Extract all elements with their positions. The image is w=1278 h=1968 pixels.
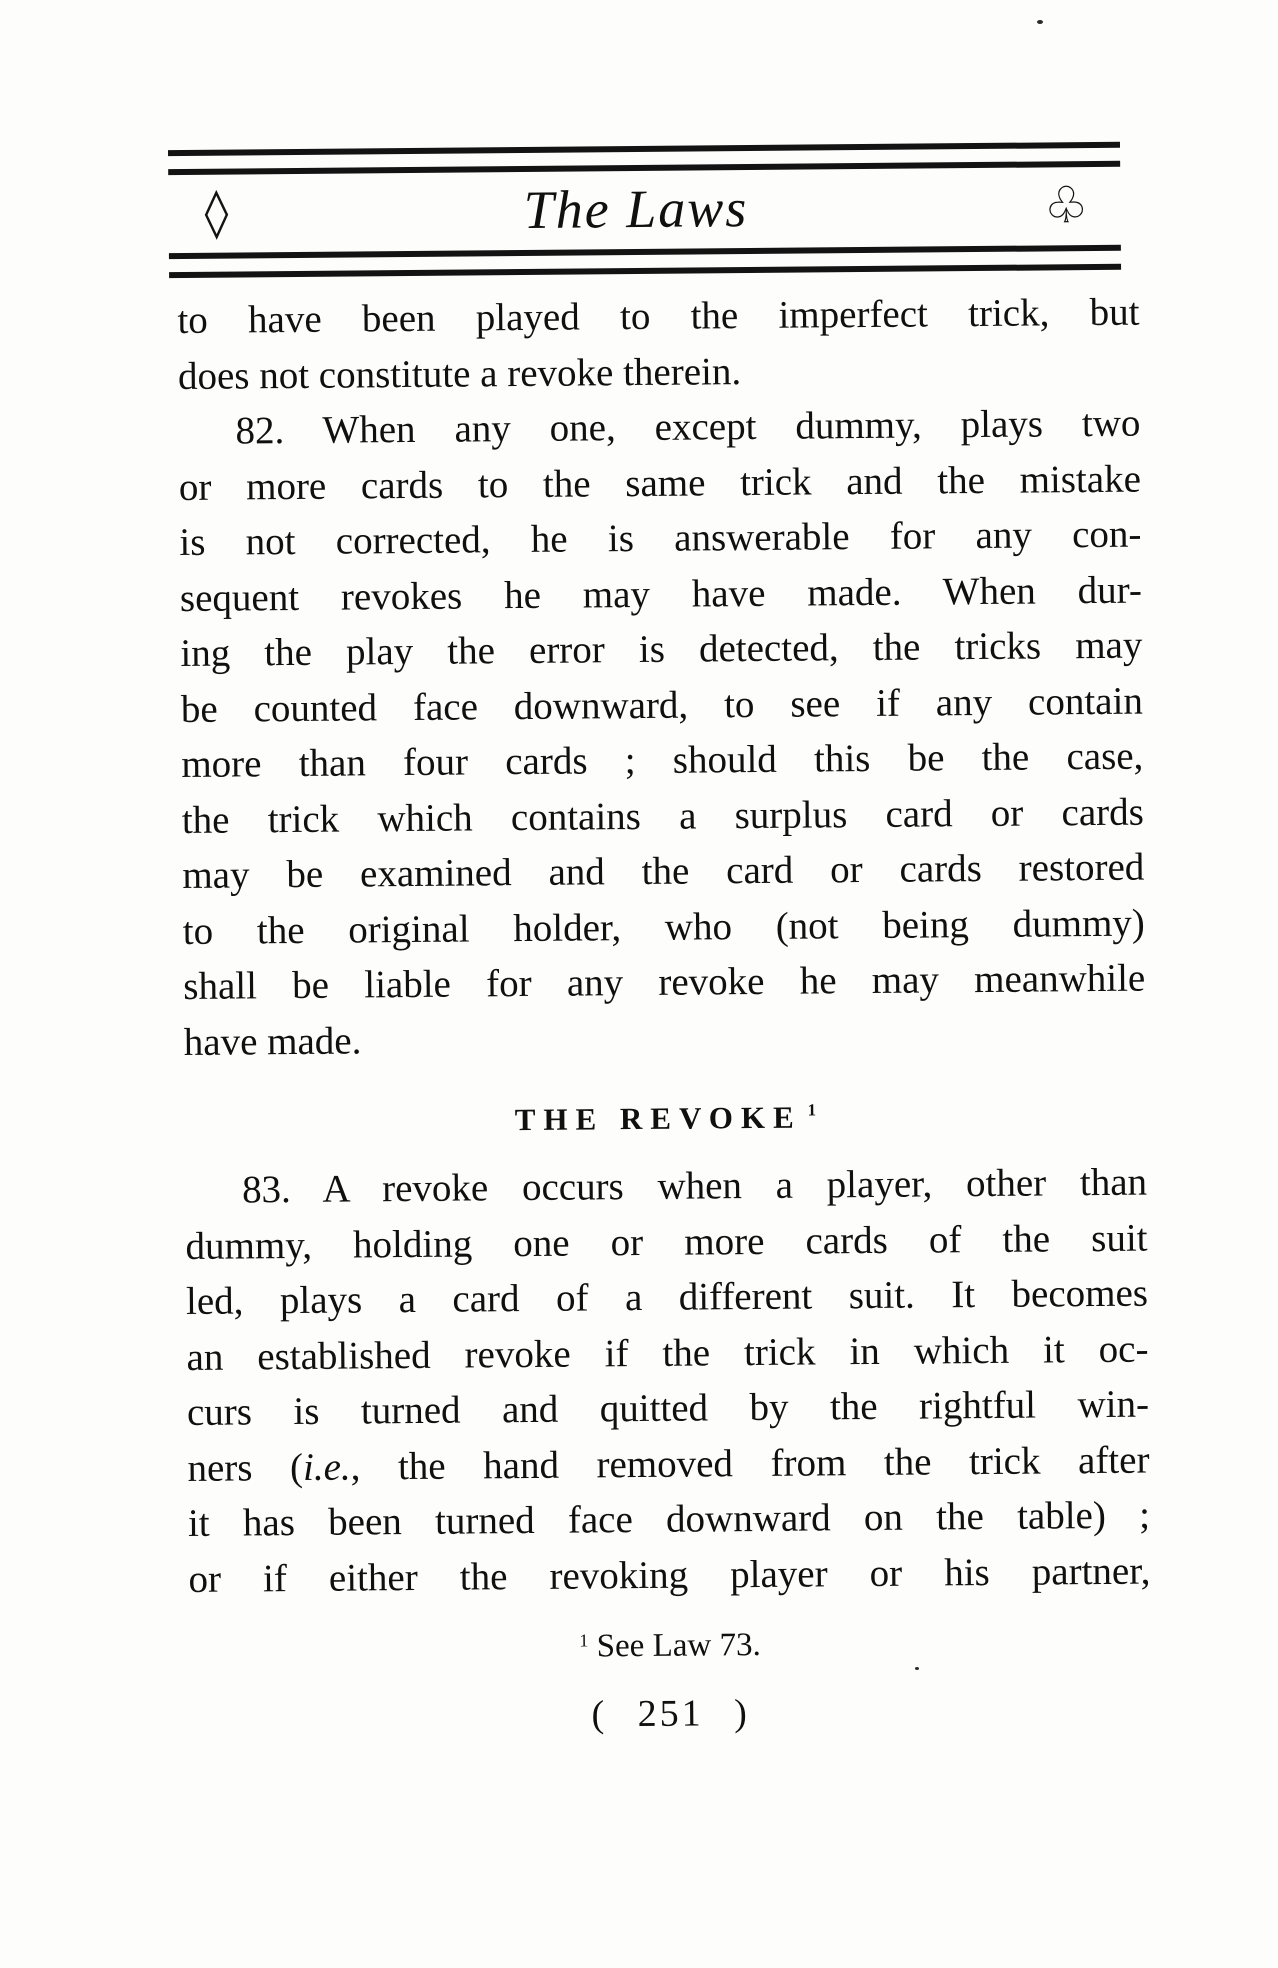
page-body — [177, 285, 1152, 1747]
diamond-suit-icon: ◊ — [204, 184, 229, 241]
section-heading-text: THE REVOKE — [514, 1099, 802, 1138]
text-line: dummy, holding one or more cards of the suit — [185, 1216, 1148, 1268]
header-rule — [169, 245, 1121, 259]
text-line: may be examined and the card or cards restored — [182, 845, 1145, 897]
header-rule — [169, 264, 1121, 278]
page-number: ( 251 ) — [591, 1692, 751, 1736]
text-line: or more cards to the same trick and the mistake — [178, 457, 1142, 509]
page-title: The Laws — [523, 178, 749, 240]
page-header — [176, 172, 1129, 246]
text-line: the trick which contains a surplus card or cards — [181, 790, 1144, 842]
text-line: 83. A revoke occurs when a player, other than — [241, 1160, 1148, 1212]
text-line — [187, 1432, 1149, 1496]
text-line: led, plays a card of a different suit. It becomes — [185, 1271, 1149, 1323]
header-rule — [168, 142, 1120, 156]
text-line: to the original holder, who (not being dummy) — [182, 901, 1145, 953]
footnote-text: See Law 73. — [596, 1626, 761, 1665]
italic-text: i.e. — [302, 1445, 351, 1489]
text-line: shall be liable for any revoke he may meanwhile — [183, 956, 1146, 1008]
footnote — [189, 1613, 1151, 1673]
section-heading — [184, 1088, 1146, 1136]
text-line: ing the play the error is detected, the tricks may — [180, 623, 1143, 675]
footnote-mark: 1 — [807, 1100, 817, 1120]
text-line: does not constitute a revoke therein. — [177, 349, 742, 398]
text-line: to have been played to the imperfect trick, but — [177, 290, 1140, 343]
text-line: be counted face downward, to see if any contain — [180, 679, 1144, 731]
text-line: is not corrected, he is answerable for any con- — [179, 512, 1142, 565]
text-line: sequent revokes he may have made. When dur- — [179, 568, 1143, 620]
text-line: have made. — [183, 1018, 362, 1064]
text-line: or if either the revoking player or his partner, — [188, 1549, 1151, 1601]
text-line: 82. When any one, except dummy, plays two — [235, 401, 1141, 453]
text-segment: , the hand removed from the trick after — [350, 1438, 1150, 1489]
text-line: it has been turned face downward on the table) ; — [187, 1493, 1151, 1545]
club-suit-icon: ♧ — [1043, 176, 1089, 235]
text-line: curs is turned and quitted by the rightful win- — [186, 1382, 1150, 1434]
text-line: an established revoke if the trick in which it oc- — [186, 1327, 1149, 1379]
text-line: more than four cards ; should this be the case, — [181, 734, 1144, 786]
text-segment: ners ( — [187, 1445, 304, 1490]
footnote-mark: 1 — [579, 1630, 589, 1651]
